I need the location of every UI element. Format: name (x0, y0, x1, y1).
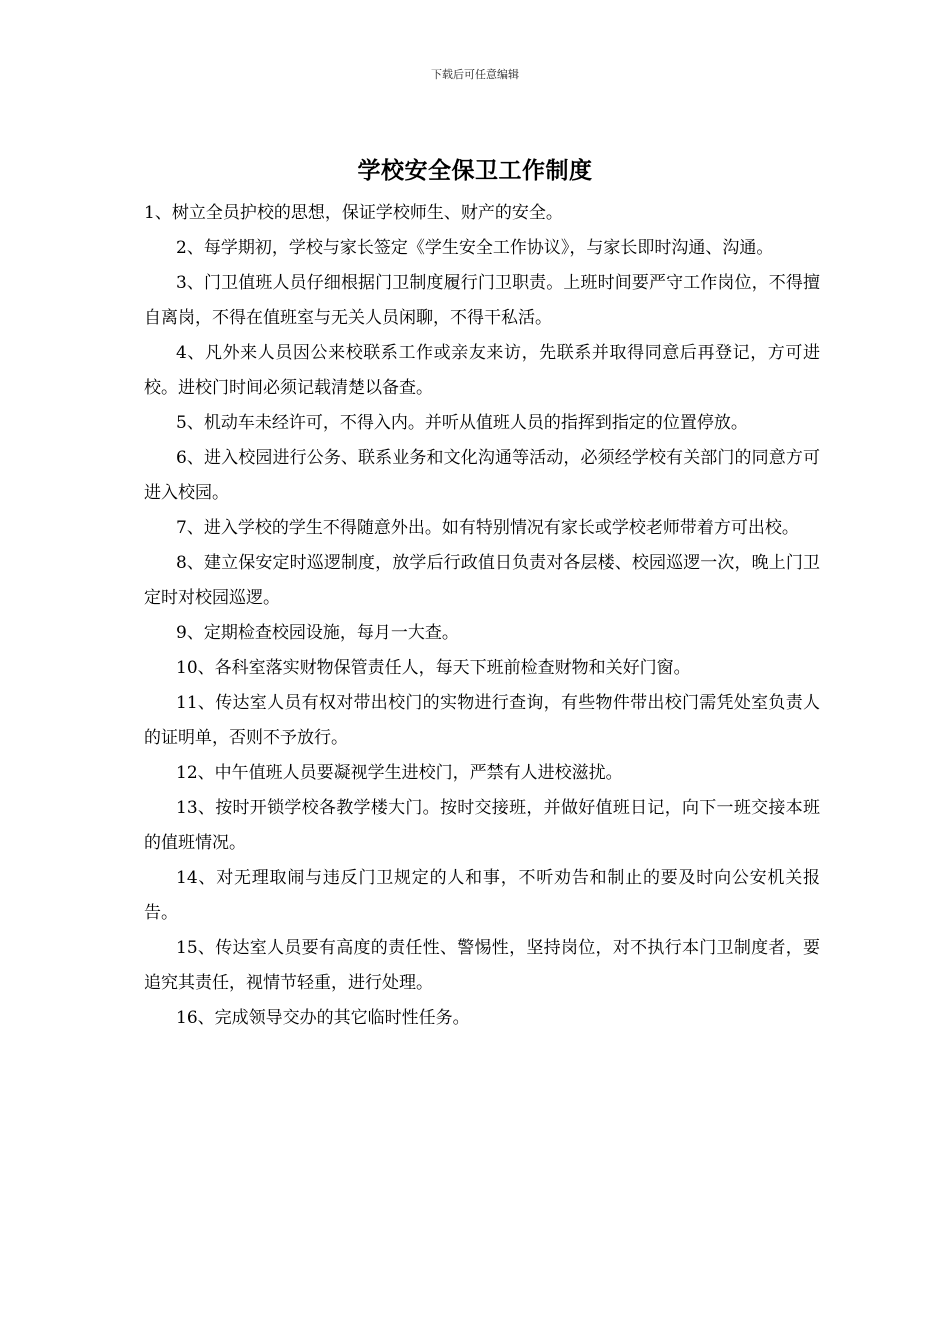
document-title: 学校安全保卫工作制度 (357, 157, 593, 184)
paragraph-8: 8、建立保安定时巡逻制度，放学后行政值日负责对各层楼、校园巡逻一次，晚上门卫定时对校园巡逻。 (144, 553, 820, 608)
paragraph-2: 2、每学期初，学校与家长签定《学生安全工作协议》，与家长即时沟通、沟通。 (176, 238, 774, 258)
paragraph-5: 5、机动车未经许可，不得入内。并听从值班人员的指挥到指定的位置停放。 (176, 413, 748, 433)
document-body (144, 196, 820, 1036)
paragraph-16: 16、完成领导交办的其它临时性任务。 (176, 1008, 470, 1028)
paragraph-14: 14、对无理取闹与违反门卫规定的人和事，不听劝告和制止的要及时向公安机关报告。 (144, 868, 820, 923)
paragraph-6: 6、进入校园进行公务、联系业务和文化沟通等活动，必须经学校有关部门的同意方可进入校园。 (144, 448, 820, 503)
paragraph-10: 10、各科室落实财物保管责任人，每天下班前检查财物和关好门窗。 (176, 658, 691, 678)
paragraph-15: 15、传达室人员要有高度的责任性、警惕性，坚持岗位，对不执行本门卫制度者，要追究其责任，视情节轻重，进行处理。 (144, 938, 820, 993)
paragraph-4: 4、凡外来人员因公来校联系工作或亲友来访，先联系并取得同意后再登记，方可进校。进校门时间必须记载清楚以备查。 (144, 343, 820, 398)
paragraph-1: 1、树立全员护校的思想，保证学校师生、财产的安全。 (144, 203, 563, 223)
paragraph-7: 7、进入学校的学生不得随意外出。如有特别情况有家长或学校老师带着方可出校。 (176, 518, 799, 538)
paragraph-3: 3、门卫值班人员仔细根据门卫制度履行门卫职责。上班时间要严守工作岗位，不得擅自离岗，不得在值班室与无关人员闲聊，不得干私活。 (144, 273, 820, 328)
header-note: 下载后可任意编辑 (431, 68, 519, 81)
paragraph-13: 13、按时开锁学校各教学楼大门。按时交接班，并做好值班日记，向下一班交接本班的值班情况。 (144, 798, 820, 853)
paragraph-9: 9、定期检查校园设施，每月一大查。 (176, 623, 459, 643)
paragraph-11: 11、传达室人员有权对带出校门的实物进行查询，有些物件带出校门需凭处室负责人的证明单，否则不予放行。 (144, 693, 820, 748)
paragraph-12: 12、中午值班人员要凝视学生进校门，严禁有人进校滋扰。 (176, 763, 623, 783)
